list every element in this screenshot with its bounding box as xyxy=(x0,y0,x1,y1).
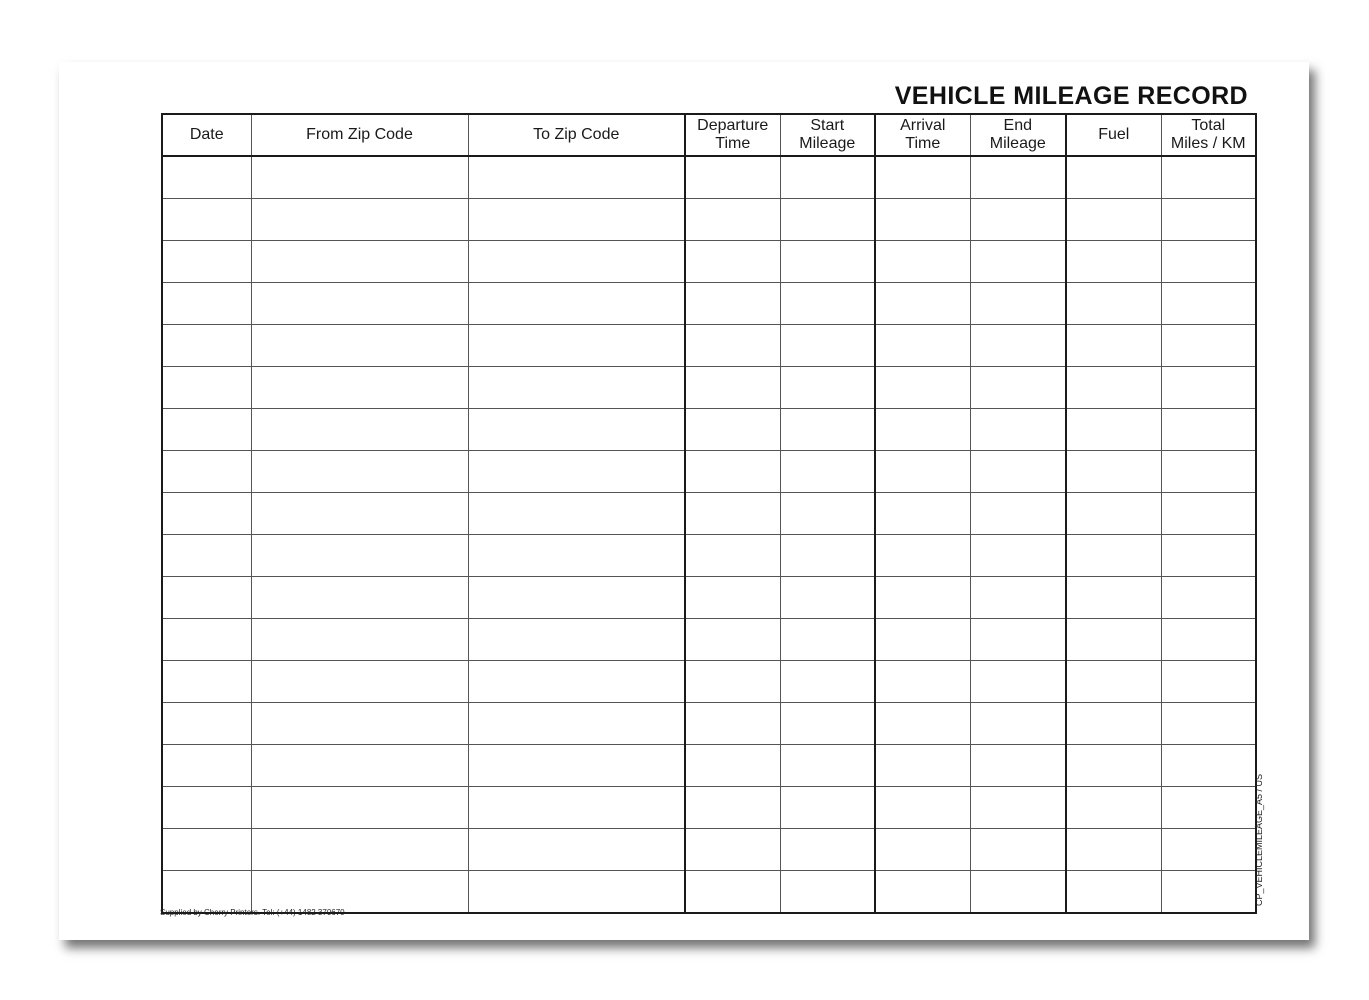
blank-entry-cell[interactable] xyxy=(468,156,685,199)
blank-entry-cell[interactable] xyxy=(1066,367,1161,409)
blank-entry-cell[interactable] xyxy=(780,745,875,787)
blank-entry-cell[interactable] xyxy=(970,199,1066,241)
column-header-label-line2: Miles / KM xyxy=(1170,135,1246,152)
blank-entry-cell[interactable] xyxy=(780,409,875,451)
column-header-label: Date xyxy=(189,126,224,143)
blank-entry-cell[interactable] xyxy=(780,619,875,661)
blank-entry-cell[interactable] xyxy=(251,661,468,703)
blank-entry-cell[interactable] xyxy=(468,493,685,535)
log-body xyxy=(162,156,1256,913)
blank-entry-cell[interactable] xyxy=(685,535,780,577)
blank-entry-cell[interactable] xyxy=(162,325,251,367)
blank-entry-cell[interactable] xyxy=(685,829,780,871)
blank-entry-cell[interactable] xyxy=(251,451,468,493)
blank-entry-cell[interactable] xyxy=(875,451,970,493)
column-header-label-line1: Start xyxy=(810,117,845,134)
blank-entry-cell[interactable] xyxy=(1066,241,1161,283)
blank-entry-cell[interactable] xyxy=(468,451,685,493)
column-header-to-zip-code xyxy=(468,114,685,156)
blank-entry-cell[interactable] xyxy=(875,156,970,199)
column-header-label-line2: Time xyxy=(905,135,941,152)
blank-entry-cell[interactable] xyxy=(1066,619,1161,661)
table-row xyxy=(162,745,1256,787)
column-header-label-line1: End xyxy=(1003,117,1032,134)
blank-entry-cell[interactable] xyxy=(685,619,780,661)
blank-entry-cell[interactable] xyxy=(1066,199,1161,241)
blank-entry-cell[interactable] xyxy=(780,367,875,409)
blank-entry-cell[interactable] xyxy=(780,156,875,199)
column-header-label: To Zip Code xyxy=(533,126,620,143)
blank-entry-cell[interactable] xyxy=(780,199,875,241)
blank-entry-cell[interactable] xyxy=(780,787,875,829)
blank-entry-cell[interactable] xyxy=(875,283,970,325)
blank-entry-cell[interactable] xyxy=(251,156,468,199)
blank-entry-cell[interactable] xyxy=(1066,156,1161,199)
blank-entry-cell[interactable] xyxy=(685,577,780,619)
blank-entry-cell[interactable] xyxy=(1161,156,1256,199)
blank-entry-cell[interactable] xyxy=(468,661,685,703)
blank-entry-cell[interactable] xyxy=(251,703,468,745)
blank-entry-cell[interactable] xyxy=(1066,325,1161,367)
blank-entry-cell[interactable] xyxy=(780,829,875,871)
blank-entry-cell[interactable] xyxy=(162,703,251,745)
blank-entry-cell[interactable] xyxy=(1066,577,1161,619)
blank-entry-cell[interactable] xyxy=(685,787,780,829)
blank-entry-cell[interactable] xyxy=(162,283,251,325)
blank-entry-cell[interactable] xyxy=(1066,703,1161,745)
blank-entry-cell[interactable] xyxy=(970,493,1066,535)
blank-entry-cell[interactable] xyxy=(970,156,1066,199)
blank-entry-cell[interactable] xyxy=(468,871,685,914)
blank-entry-cell[interactable] xyxy=(780,241,875,283)
blank-entry-cell[interactable] xyxy=(970,787,1066,829)
table-row xyxy=(162,703,1256,745)
blank-entry-cell[interactable] xyxy=(1161,577,1256,619)
blank-entry-cell[interactable] xyxy=(251,829,468,871)
form-title: VEHICLE MILEAGE RECORD xyxy=(894,82,1248,110)
blank-entry-cell[interactable] xyxy=(685,409,780,451)
blank-entry-cell[interactable] xyxy=(970,829,1066,871)
blank-entry-cell[interactable] xyxy=(162,199,251,241)
column-header-from-zip-code xyxy=(251,114,468,156)
blank-entry-cell[interactable] xyxy=(685,367,780,409)
blank-entry-cell[interactable] xyxy=(1161,661,1256,703)
blank-entry-cell[interactable] xyxy=(1161,829,1256,871)
column-header-label-line2: Time xyxy=(715,135,751,152)
blank-entry-cell[interactable] xyxy=(251,325,468,367)
blank-entry-cell[interactable] xyxy=(1161,703,1256,745)
blank-entry-cell[interactable] xyxy=(970,577,1066,619)
blank-entry-cell[interactable] xyxy=(162,409,251,451)
blank-entry-cell[interactable] xyxy=(251,745,468,787)
table-row xyxy=(162,156,1256,199)
blank-entry-cell[interactable] xyxy=(251,241,468,283)
table-row xyxy=(162,829,1256,871)
blank-entry-cell[interactable] xyxy=(685,745,780,787)
blank-entry-cell[interactable] xyxy=(685,199,780,241)
blank-entry-cell[interactable] xyxy=(970,535,1066,577)
blank-entry-cell[interactable] xyxy=(780,871,875,914)
blank-entry-cell[interactable] xyxy=(875,535,970,577)
blank-entry-cell[interactable] xyxy=(970,745,1066,787)
blank-entry-cell[interactable] xyxy=(162,241,251,283)
table-row xyxy=(162,871,1256,914)
blank-entry-cell[interactable] xyxy=(685,283,780,325)
blank-entry-cell[interactable] xyxy=(1161,535,1256,577)
blank-entry-cell[interactable] xyxy=(1066,829,1161,871)
blank-entry-cell[interactable] xyxy=(162,577,251,619)
blank-entry-cell[interactable] xyxy=(685,703,780,745)
blank-entry-cell[interactable] xyxy=(875,367,970,409)
blank-entry-cell[interactable] xyxy=(468,283,685,325)
blank-entry-cell[interactable] xyxy=(251,535,468,577)
blank-entry-cell[interactable] xyxy=(970,241,1066,283)
blank-entry-cell[interactable] xyxy=(1066,451,1161,493)
blank-entry-cell[interactable] xyxy=(780,703,875,745)
column-header-label-line2: Mileage xyxy=(989,135,1046,152)
blank-entry-cell[interactable] xyxy=(162,871,251,914)
blank-entry-cell[interactable] xyxy=(780,283,875,325)
blank-entry-cell[interactable] xyxy=(468,409,685,451)
blank-entry-cell[interactable] xyxy=(875,409,970,451)
blank-entry-cell[interactable] xyxy=(970,661,1066,703)
blank-entry-cell[interactable] xyxy=(1066,493,1161,535)
blank-entry-cell[interactable] xyxy=(468,325,685,367)
blank-entry-cell[interactable] xyxy=(685,493,780,535)
table-row xyxy=(162,451,1256,493)
blank-entry-cell[interactable] xyxy=(685,156,780,199)
blank-entry-cell[interactable] xyxy=(875,829,970,871)
blank-entry-cell[interactable] xyxy=(1161,451,1256,493)
blank-entry-cell[interactable] xyxy=(1161,283,1256,325)
blank-entry-cell[interactable] xyxy=(162,535,251,577)
blank-entry-cell[interactable] xyxy=(1161,199,1256,241)
blank-entry-cell[interactable] xyxy=(1066,283,1161,325)
blank-entry-cell[interactable] xyxy=(468,199,685,241)
table-row xyxy=(162,493,1256,535)
blank-entry-cell[interactable] xyxy=(780,535,875,577)
blank-entry-cell[interactable] xyxy=(1066,871,1161,914)
table-row xyxy=(162,367,1256,409)
blank-entry-cell[interactable] xyxy=(875,871,970,914)
blank-entry-cell[interactable] xyxy=(970,451,1066,493)
column-header-label-line1: Arrival xyxy=(900,117,946,134)
blank-entry-cell[interactable] xyxy=(875,241,970,283)
blank-entry-cell[interactable] xyxy=(162,156,251,199)
blank-entry-cell[interactable] xyxy=(1161,367,1256,409)
blank-entry-cell[interactable] xyxy=(468,829,685,871)
table-row xyxy=(162,535,1256,577)
blank-entry-cell[interactable] xyxy=(1161,871,1256,914)
column-header-end-mileage xyxy=(970,114,1066,156)
blank-entry-cell[interactable] xyxy=(251,619,468,661)
blank-entry-cell[interactable] xyxy=(468,241,685,283)
table-row xyxy=(162,241,1256,283)
table-row xyxy=(162,577,1256,619)
blank-entry-cell[interactable] xyxy=(875,325,970,367)
column-header-label-line1: Total xyxy=(1191,117,1226,134)
table-row xyxy=(162,325,1256,367)
table-row xyxy=(162,619,1256,661)
blank-entry-cell[interactable] xyxy=(970,325,1066,367)
blank-entry-cell[interactable] xyxy=(1161,409,1256,451)
blank-entry-cell[interactable] xyxy=(875,787,970,829)
blank-entry-cell[interactable] xyxy=(780,325,875,367)
blank-entry-cell[interactable] xyxy=(780,493,875,535)
blank-entry-cell[interactable] xyxy=(685,871,780,914)
blank-entry-cell[interactable] xyxy=(162,829,251,871)
blank-entry-cell[interactable] xyxy=(1066,787,1161,829)
blank-entry-cell[interactable] xyxy=(468,367,685,409)
blank-entry-cell[interactable] xyxy=(875,199,970,241)
column-header-arrival-time xyxy=(875,114,970,156)
blank-entry-cell[interactable] xyxy=(1066,661,1161,703)
blank-entry-cell[interactable] xyxy=(970,283,1066,325)
blank-entry-cell[interactable] xyxy=(875,745,970,787)
blank-entry-cell[interactable] xyxy=(468,619,685,661)
mileage-log-table xyxy=(161,113,1257,914)
blank-entry-cell[interactable] xyxy=(780,577,875,619)
blank-entry-cell[interactable] xyxy=(875,493,970,535)
blank-entry-cell[interactable] xyxy=(251,787,468,829)
blank-entry-cell[interactable] xyxy=(468,787,685,829)
blank-entry-cell[interactable] xyxy=(468,703,685,745)
blank-entry-cell[interactable] xyxy=(162,787,251,829)
blank-entry-cell[interactable] xyxy=(162,367,251,409)
column-header-start-mileage xyxy=(780,114,875,156)
column-header-fuel xyxy=(1066,114,1161,156)
blank-entry-cell[interactable] xyxy=(970,703,1066,745)
form-sheet xyxy=(59,62,1309,940)
blank-entry-cell[interactable] xyxy=(875,703,970,745)
column-header-label: From Zip Code xyxy=(306,126,413,143)
blank-entry-cell[interactable] xyxy=(970,871,1066,914)
blank-entry-cell[interactable] xyxy=(251,871,468,914)
form-code-vertical: CP_VEHICLEMILEAGE_A5 / US xyxy=(1254,773,1264,906)
blank-entry-cell[interactable] xyxy=(162,619,251,661)
blank-entry-cell[interactable] xyxy=(251,409,468,451)
blank-entry-cell[interactable] xyxy=(685,325,780,367)
header-row xyxy=(162,114,1256,156)
blank-entry-cell[interactable] xyxy=(1161,493,1256,535)
blank-entry-cell[interactable] xyxy=(1066,535,1161,577)
blank-entry-cell[interactable] xyxy=(685,451,780,493)
blank-entry-cell[interactable] xyxy=(685,241,780,283)
blank-entry-cell[interactable] xyxy=(468,535,685,577)
blank-entry-cell[interactable] xyxy=(251,367,468,409)
blank-entry-cell[interactable] xyxy=(162,493,251,535)
supplier-footer: Supplied by Cherry Printers. Tel: (+44) 1482 370670 xyxy=(160,908,345,917)
column-header-label-line1: Departure xyxy=(697,117,769,134)
blank-entry-cell[interactable] xyxy=(1161,745,1256,787)
blank-entry-cell[interactable] xyxy=(251,577,468,619)
blank-entry-cell[interactable] xyxy=(970,409,1066,451)
column-header-total-miles-km xyxy=(1161,114,1256,156)
blank-entry-cell[interactable] xyxy=(162,661,251,703)
blank-entry-cell[interactable] xyxy=(970,619,1066,661)
table-row xyxy=(162,409,1256,451)
blank-entry-cell[interactable] xyxy=(251,493,468,535)
blank-entry-cell[interactable] xyxy=(162,745,251,787)
blank-entry-cell[interactable] xyxy=(1161,787,1256,829)
blank-entry-cell[interactable] xyxy=(875,577,970,619)
table-row xyxy=(162,283,1256,325)
blank-entry-cell[interactable] xyxy=(1066,409,1161,451)
column-header-date xyxy=(162,114,251,156)
table-row xyxy=(162,787,1256,829)
blank-entry-cell[interactable] xyxy=(1161,619,1256,661)
blank-entry-cell[interactable] xyxy=(1161,325,1256,367)
blank-entry-cell[interactable] xyxy=(251,283,468,325)
column-header-label: Fuel xyxy=(1098,126,1130,143)
column-header-label-line2: Mileage xyxy=(799,135,856,152)
blank-entry-cell[interactable] xyxy=(970,367,1066,409)
blank-entry-cell[interactable] xyxy=(162,451,251,493)
blank-entry-cell[interactable] xyxy=(780,661,875,703)
blank-entry-cell[interactable] xyxy=(875,619,970,661)
blank-entry-cell[interactable] xyxy=(875,661,970,703)
blank-entry-cell[interactable] xyxy=(685,661,780,703)
table-row xyxy=(162,661,1256,703)
table-row xyxy=(162,199,1256,241)
blank-entry-cell[interactable] xyxy=(1066,745,1161,787)
blank-entry-cell[interactable] xyxy=(251,199,468,241)
blank-entry-cell[interactable] xyxy=(780,451,875,493)
blank-entry-cell[interactable] xyxy=(468,577,685,619)
column-header-departure-time xyxy=(685,114,780,156)
blank-entry-cell[interactable] xyxy=(1161,241,1256,283)
blank-entry-cell[interactable] xyxy=(468,745,685,787)
